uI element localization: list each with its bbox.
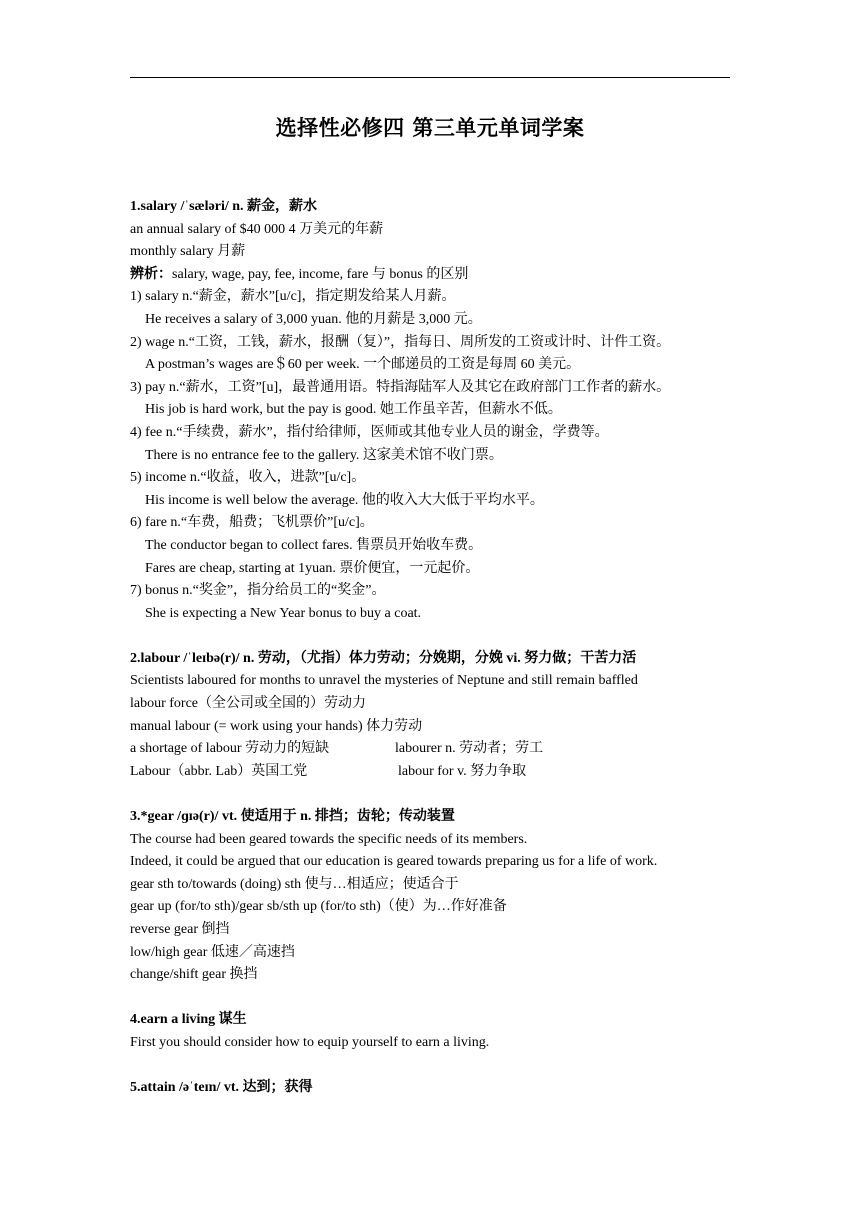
entry-heading: 1.salary /ˈsæləri/ n. 薪金，薪水 [130, 199, 318, 214]
example-line: monthly salary 月薪 [130, 244, 246, 260]
example-line: Scientists laboured for months to unravel the mysteries of Neptune and still remain baffled [130, 673, 638, 689]
header-rule [130, 77, 730, 78]
phrase-left: a shortage of labour 劳动力的短缺 [130, 741, 330, 757]
example-line: There is no entrance fee to the gallery. 这家美术馆不收门票。 [145, 447, 503, 463]
example-line: manual labour (= work using your hands) 体力劳动 [130, 718, 423, 734]
analysis-line [130, 264, 740, 287]
document-body [130, 196, 740, 1100]
phrase-right: labourer n. 劳动者；劳工 [395, 741, 544, 757]
definition-line: 5) income n.“收益，收入，进款”[u/c]。 [130, 470, 366, 486]
example-line: She is expecting a New Year bonus to buy a coat. [145, 605, 422, 621]
example-line: His job is hard work, but the pay is good. 她工作虽辛苦，但薪水不低。 [145, 402, 562, 418]
entry-attain [130, 1077, 740, 1100]
example-line: labour force（全公司或全国的）劳动力 [130, 696, 367, 712]
entry-heading: 4.earn a living 谋生 [130, 1012, 247, 1028]
entry-gear [130, 806, 740, 987]
definition-line: 6) fare n.“车费，船费；飞机票价”[u/c]。 [130, 515, 374, 531]
definition-line: 1) salary n.“薪金，薪水”[u/c]，指定期发给某人月薪。 [130, 289, 456, 305]
phrase-left: Labour（abbr. Lab）英国工党 [130, 763, 308, 779]
example-line: A postman’s wages are＄60 per week. 一个邮递员的工资是每周 60 美元。 [145, 357, 581, 373]
spacer [130, 987, 740, 1010]
example-line: His income is well below the average. 他的收入大大低于平均水平。 [145, 492, 544, 508]
spacer [130, 625, 740, 648]
entry-salary [130, 196, 740, 625]
example-line: an annual salary of $40 000 4 万美元的年薪 [130, 221, 384, 237]
analysis-label: 辨析： [130, 266, 172, 282]
example-line: The course had been geared towards the specific needs of its members. [130, 831, 528, 847]
spacer [130, 783, 740, 806]
entry-labour [130, 648, 740, 784]
phrase-pair [130, 761, 740, 784]
phrase-pair [130, 738, 740, 761]
definition-line: 4) fee n.“手续费，薪水”，指付给律师，医师或其他专业人员的谢金，学费等。 [130, 424, 609, 440]
example-line: change/shift gear 换挡 [130, 967, 258, 983]
example-line: low/high gear 低速／高速挡 [130, 944, 295, 960]
definition-line: 7) bonus n.“奖金”，指分给员工的“奖金”。 [130, 583, 386, 599]
definition-line: 2) wage n.“工资，工钱，薪水，报酬（复）”，指每日、周所发的工资或计时、计件工资。 [130, 334, 671, 350]
entry-earn-a-living [130, 1009, 740, 1054]
example-line: He receives a salary of 3,000 yuan. 他的月薪是 3,000 元。 [145, 311, 482, 327]
entry-heading: 3.*gear /ɡɪə(r)/ vt. 使适用于 n. 排挡；齿轮；传动装置 [130, 809, 455, 825]
example-line: gear up (for/to sth)/gear sb/sth up (for/to sth)（使）为…作好准备 [130, 899, 507, 915]
definition-line: 3) pay n.“薪水，工资”[u]，最普通用语。特指海陆军人及其它在政府部门工作者的薪水。 [130, 379, 671, 395]
example-line: First you should consider how to equip yourself to earn a living. [130, 1034, 490, 1050]
spacer [130, 1055, 740, 1078]
entry-heading: 5.attain /əˈteɪn/ vt. 达到；获得 [130, 1080, 313, 1096]
phrase-right: labour for v. 努力争取 [398, 763, 527, 779]
example-line: Indeed, it could be argued that our education is geared towards preparing us for a life of work. [130, 854, 658, 870]
entry-heading: 2.labour /ˈleɪbə(r)/ n. 劳动，（尤指）体力劳动；分娩期，分娩 vi. 努力做；干苦力活 [130, 650, 637, 666]
page-title: 选择性必修四 第三单元单词学案 [275, 116, 585, 140]
analysis-text: salary, wage, pay, fee, income, fare 与 bonus 的区别 [172, 266, 469, 282]
example-line: Fares are cheap, starting at 1yuan. 票价便宜，一元起价。 [145, 560, 480, 576]
example-line: gear sth to/towards (doing) sth 使与…相适应；使适合于 [130, 876, 459, 892]
example-line: The conductor began to collect fares. 售票员开始收车费。 [145, 537, 483, 553]
example-line: reverse gear 倒挡 [130, 922, 230, 937]
